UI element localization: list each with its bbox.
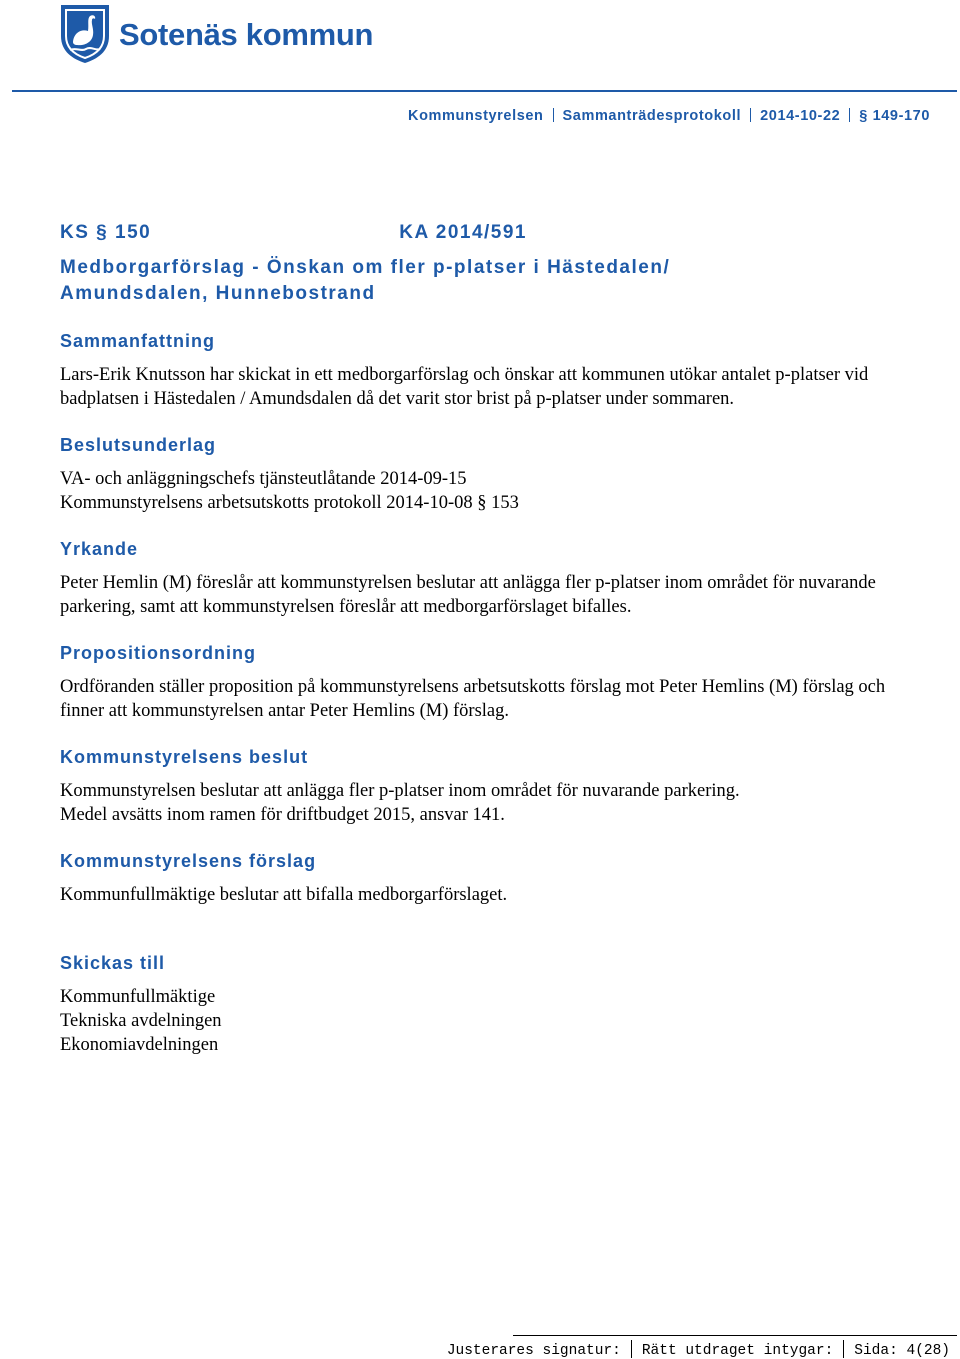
- footer-rule: [513, 1335, 957, 1336]
- list-item: Ekonomiavdelningen: [60, 1035, 219, 1055]
- case-line: [60, 222, 920, 244]
- heading-kommunstyrelsens-forslag: Kommunstyrelsens förslag: [60, 851, 317, 871]
- case-number: KS § 150: [60, 222, 152, 243]
- municipality-logo: [60, 4, 373, 64]
- heading-sammanfattning: Sammanfattning: [60, 331, 216, 351]
- case-reference: KA 2014/591: [399, 222, 527, 243]
- case-title-line: Amundsdalen, Hunnebostrand: [60, 283, 376, 304]
- footer-divider: [843, 1340, 844, 1358]
- beslutsunderlag-line: Kommunstyrelsens arbetsutskotts protokoll 2014-10-08 § 153: [60, 493, 519, 513]
- running-head-document: Sammanträdesprotokoll: [562, 108, 742, 124]
- logo-text: Sotenäs kommun: [119, 17, 374, 52]
- heading-skickas-till: Skickas till: [60, 953, 166, 973]
- forslag-text: Kommunfullmäktige beslutar att bifalla medborgarförslaget.: [60, 885, 508, 905]
- footer-divider: [631, 1340, 632, 1358]
- beslut-line: Medel avsätts inom ramen för driftbudget 2015, ansvar 141.: [60, 805, 505, 825]
- running-head-paragraphs: § 149-170: [859, 108, 930, 124]
- beslut-line: Kommunstyrelsen beslutar att anlägga fler p-platser inom området för nuvarande parkering.: [60, 781, 740, 801]
- case-title-line: Medborgarförslag - Önskan om fler p-platser i Hästedalen/: [60, 257, 671, 278]
- running-head-body: Kommunstyrelsen: [408, 108, 544, 124]
- protocol-content: [60, 222, 920, 1057]
- beslutsunderlag-line: VA- och anläggningschefs tjänsteutlåtande 2014-09-15: [60, 469, 467, 489]
- heading-kommunstyrelsens-beslut: Kommunstyrelsens beslut: [60, 747, 309, 767]
- footer-page-number: Sida: 4(28): [854, 1343, 950, 1359]
- heading-yrkande: Yrkande: [60, 539, 139, 559]
- signature-footer: [447, 1340, 950, 1359]
- recipient-list: [60, 985, 920, 1057]
- heading-beslutsunderlag: Beslutsunderlag: [60, 435, 217, 455]
- propositionsordning-text: Ordföranden ställer proposition på kommunstyrelsens arbetsutskotts förslag mot Peter Hemlins (M) förslag och finner att kommunstyrelsen antar Peter Hemlins (M) förslag.: [60, 677, 886, 721]
- list-item: Tekniska avdelningen: [60, 1011, 222, 1031]
- footer-ratt-utdraget: Rätt utdraget intygar:: [641, 1343, 834, 1359]
- yrkande-text: Peter Hemlin (M) föreslår att kommunstyrelsen beslutar att anlägga fler p-platser inom området för nuvarande parkering, samt att kommunstyrelsen föreslår att medborgarförslaget bifalles.: [60, 573, 876, 617]
- footer-justerares-signatur: Justerares signatur:: [446, 1343, 621, 1359]
- case-title: [60, 255, 920, 307]
- running-head-date: 2014-10-22: [760, 108, 841, 124]
- header-rule: [12, 90, 957, 92]
- heading-propositionsordning: Propositionsordning: [60, 643, 256, 663]
- municipal-shield-swan-icon: [60, 4, 110, 64]
- running-head-divider: [750, 108, 751, 122]
- sammanfattning-text: Lars-Erik Knutsson har skickat in ett medborgarförslag och önskar att kommunen utökar antalet p-platser vid badplatsen i Hästedalen / Amundsdalen då det varit stor brist på p-platser under sommaren.: [60, 365, 869, 409]
- running-head: [408, 108, 930, 124]
- running-head-divider: [849, 108, 850, 122]
- list-item: Kommunfullmäktige: [60, 987, 216, 1007]
- running-head-divider: [553, 108, 554, 122]
